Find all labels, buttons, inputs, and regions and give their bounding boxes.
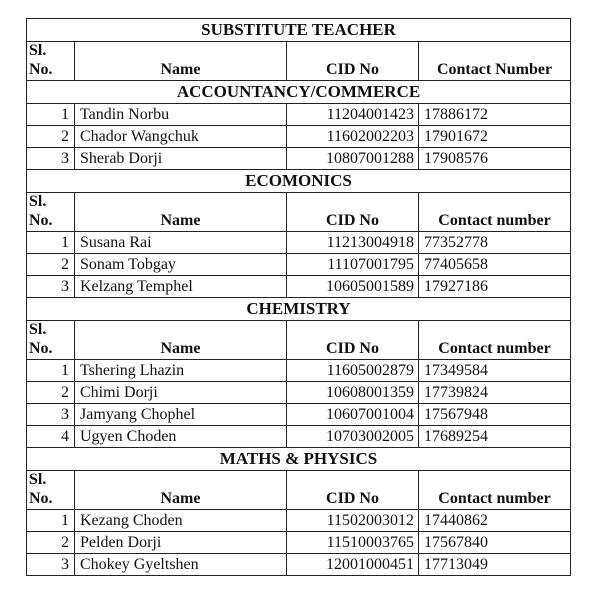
cid-cell: 11602002203 — [287, 126, 419, 148]
sl-cell: 3 — [27, 276, 75, 298]
name-cell: Susana Rai — [75, 232, 287, 254]
name-cell: Ugyen Choden — [75, 426, 287, 448]
sl-cell: 3 — [27, 148, 75, 170]
section-title: ACCOUNTANCY/COMMERCE — [27, 81, 571, 104]
sl-header-line1: Sl. — [27, 471, 75, 490]
table-row — [27, 404, 571, 426]
contact-cell: 17440862 — [419, 510, 571, 532]
table-row — [27, 360, 571, 382]
contact-header: Contact number — [419, 489, 571, 510]
cid-cell: 11605002879 — [287, 360, 419, 382]
table-row — [27, 426, 571, 448]
name-cell: Tandin Norbu — [75, 104, 287, 126]
table-row — [27, 104, 571, 126]
table-row — [27, 254, 571, 276]
contact-header: Contact Number — [419, 60, 571, 81]
sl-cell: 2 — [27, 382, 75, 404]
contact-cell: 17901672 — [419, 126, 571, 148]
table-row — [27, 382, 571, 404]
cid-cell: 11204001423 — [287, 104, 419, 126]
cid-header: CID No — [287, 211, 419, 232]
contact-cell: 17886172 — [419, 104, 571, 126]
cid-cell: 10608001359 — [287, 382, 419, 404]
name-cell: Jamyang Chophel — [75, 404, 287, 426]
sl-header-line2: No. — [27, 339, 75, 360]
name-header: Name — [75, 211, 287, 232]
cid-cell: 10807001288 — [287, 148, 419, 170]
contact-header: Contact number — [419, 339, 571, 360]
table-title: SUBSTITUTE TEACHER — [27, 19, 571, 42]
header-row — [27, 211, 571, 232]
contact-cell: 17349584 — [419, 360, 571, 382]
cid-cell: 11510003765 — [287, 532, 419, 554]
sl-cell: 2 — [27, 532, 75, 554]
contact-cell: 17567948 — [419, 404, 571, 426]
name-cell: Sonam Tobgay — [75, 254, 287, 276]
sl-header-line1: Sl. — [27, 42, 75, 61]
name-cell: Sherab Dorji — [75, 148, 287, 170]
header-row — [27, 60, 571, 81]
header-row — [27, 339, 571, 360]
name-header: Name — [75, 489, 287, 510]
name-cell: Tshering Lhazin — [75, 360, 287, 382]
table-row — [27, 554, 571, 576]
sl-cell: 1 — [27, 360, 75, 382]
sl-cell: 2 — [27, 254, 75, 276]
cid-cell: 11502003012 — [287, 510, 419, 532]
name-cell: Chokey Gyeltshen — [75, 554, 287, 576]
cid-header: CID No — [287, 60, 419, 81]
name-cell: Pelden Dorji — [75, 532, 287, 554]
cid-cell: 10703002005 — [287, 426, 419, 448]
substitute-teacher-table — [26, 18, 571, 576]
table-row — [27, 510, 571, 532]
name-header: Name — [75, 60, 287, 81]
section-title: ECOMONICS — [27, 170, 571, 193]
sl-cell: 1 — [27, 104, 75, 126]
cid-cell: 10607001004 — [287, 404, 419, 426]
header-row — [27, 489, 571, 510]
sl-cell: 3 — [27, 554, 75, 576]
contact-cell: 17927186 — [419, 276, 571, 298]
name-cell: Chimi Dorji — [75, 382, 287, 404]
sl-header-line1: Sl. — [27, 321, 75, 340]
section-title: MATHS & PHYSICS — [27, 448, 571, 471]
header-row — [27, 193, 571, 212]
contact-cell: 17567840 — [419, 532, 571, 554]
contact-cell: 77352778 — [419, 232, 571, 254]
cid-cell: 10605001589 — [287, 276, 419, 298]
table-row — [27, 532, 571, 554]
table-row — [27, 126, 571, 148]
substitute-teacher-sheet — [26, 18, 570, 576]
cid-cell: 12001000451 — [287, 554, 419, 576]
table-row — [27, 148, 571, 170]
cid-header: CID No — [287, 339, 419, 360]
table-row — [27, 276, 571, 298]
contact-cell: 17689254 — [419, 426, 571, 448]
cid-header: CID No — [287, 489, 419, 510]
section-title: CHEMISTRY — [27, 298, 571, 321]
header-row — [27, 321, 571, 340]
name-cell: Chador Wangchuk — [75, 126, 287, 148]
contact-cell: 17713049 — [419, 554, 571, 576]
name-cell: Kelzang Temphel — [75, 276, 287, 298]
contact-header: Contact number — [419, 211, 571, 232]
sl-header-line2: No. — [27, 211, 75, 232]
cid-cell: 11213004918 — [287, 232, 419, 254]
sl-cell: 4 — [27, 426, 75, 448]
header-row — [27, 471, 571, 490]
sl-cell: 1 — [27, 510, 75, 532]
table-row — [27, 232, 571, 254]
contact-cell: 17908576 — [419, 148, 571, 170]
name-cell: Kezang Choden — [75, 510, 287, 532]
contact-cell: 77405658 — [419, 254, 571, 276]
sl-cell: 2 — [27, 126, 75, 148]
sl-cell: 3 — [27, 404, 75, 426]
sl-header-line2: No. — [27, 60, 75, 81]
name-header: Name — [75, 339, 287, 360]
contact-cell: 17739824 — [419, 382, 571, 404]
header-row — [27, 42, 571, 61]
sl-header-line1: Sl. — [27, 193, 75, 212]
sl-header-line2: No. — [27, 489, 75, 510]
sl-cell: 1 — [27, 232, 75, 254]
cid-cell: 11107001795 — [287, 254, 419, 276]
